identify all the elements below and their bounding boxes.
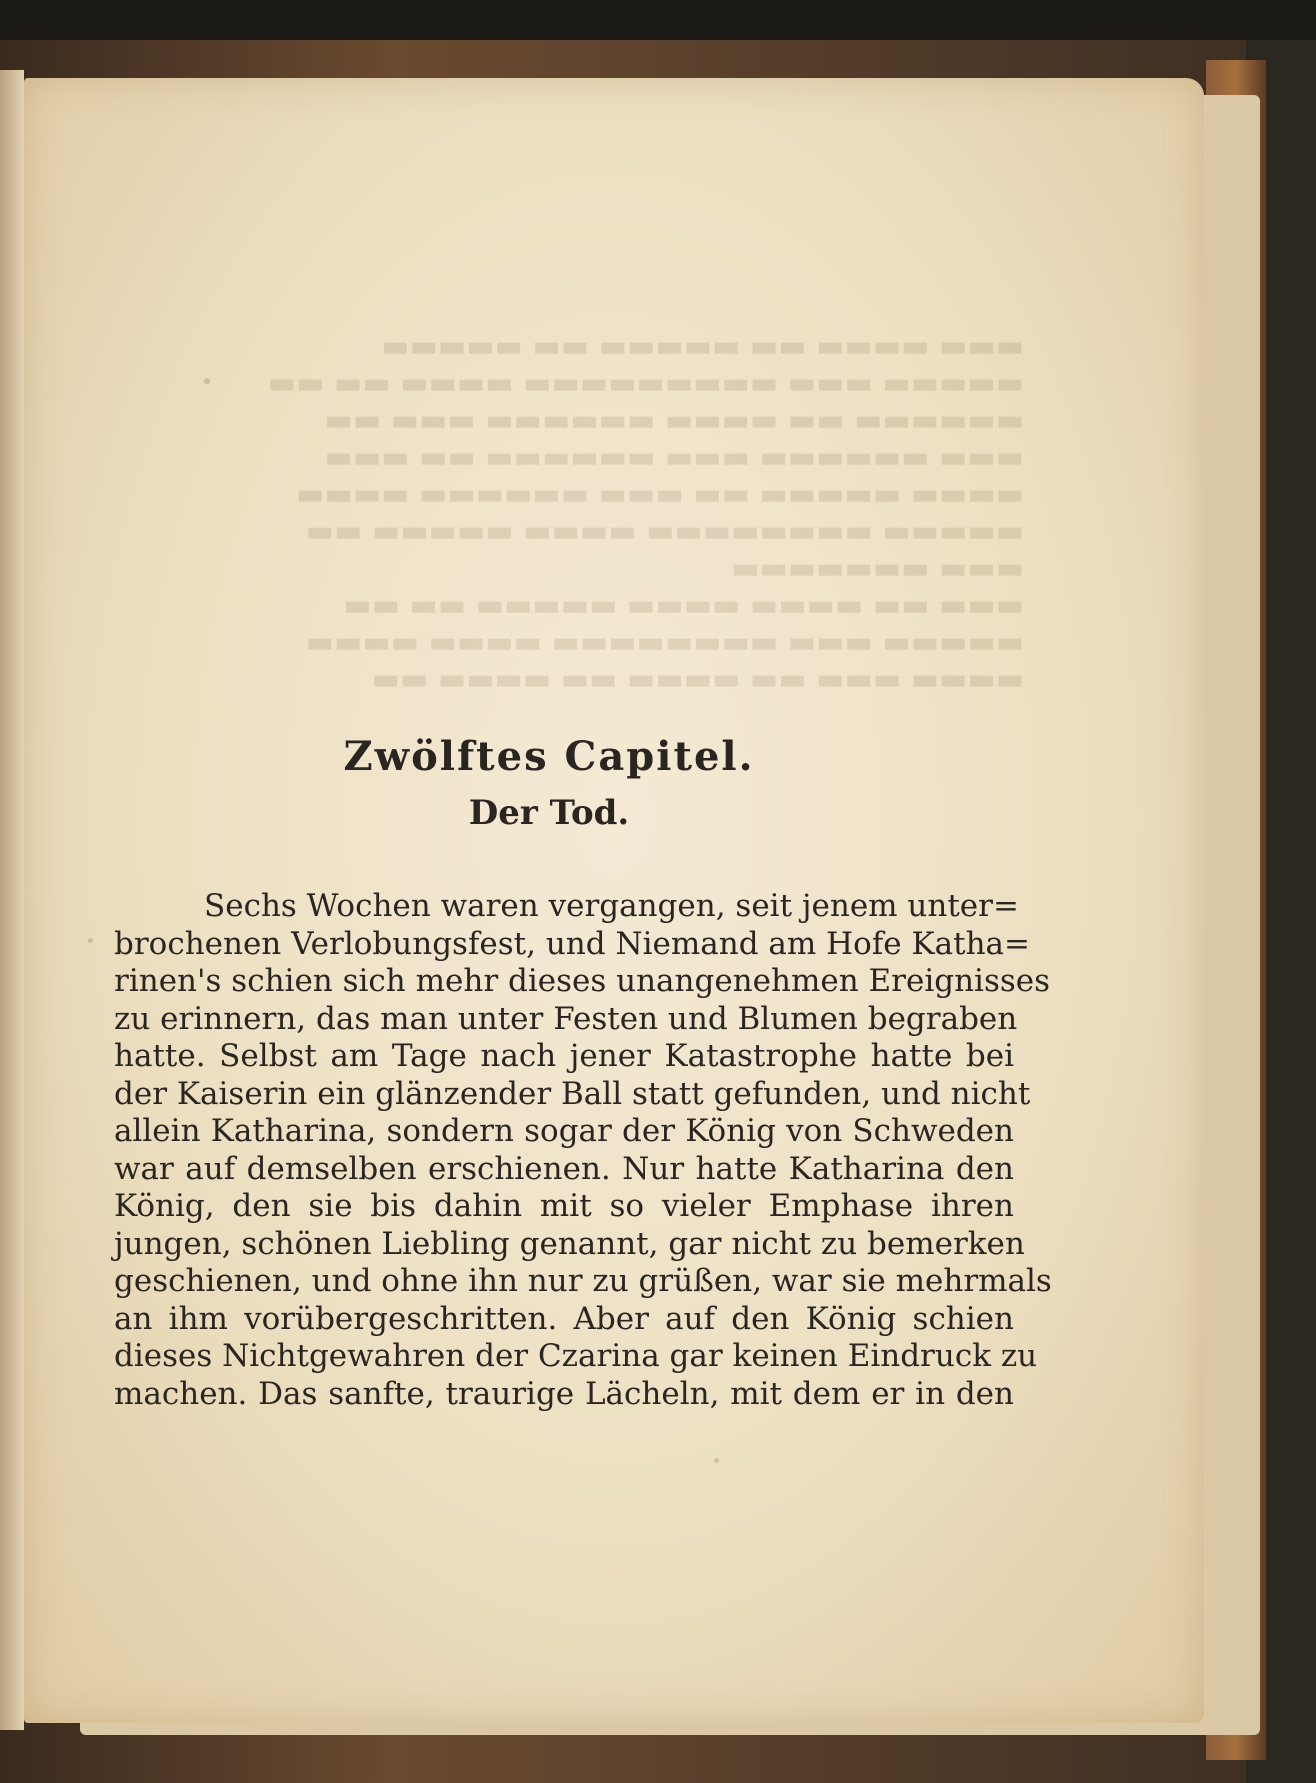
- text-line: war auf demselben erschienen. Nur hatte Katharina den: [114, 1150, 1014, 1187]
- text-line: brochenen Verlobungsfest, und Niemand am Hofe Katha=: [114, 925, 1031, 962]
- text-line: zu erinnern, das man unter Festen und Blumen begraben: [114, 1000, 1018, 1037]
- chapter-title: Zwölftes Capitel.: [343, 733, 755, 780]
- book-page: [24, 78, 1204, 1723]
- text-line: Sechs Wochen waren vergangen, seit jenem unter=: [204, 888, 1019, 924]
- gutter-edge: [0, 70, 24, 1730]
- paper-speck: [714, 1458, 719, 1463]
- text-block: [84, 638, 1052, 1538]
- text-line: jungen, schönen Liebling genannt, gar nicht zu bemerken: [114, 1225, 1025, 1262]
- text-line: allein Katharina, sondern sogar der König von Schweden: [114, 1113, 1014, 1149]
- text-line: machen. Das sanfte, traurige Lächeln, mit dem er in den: [114, 1375, 1014, 1412]
- text-line: der Kaiserin ein glänzender Ball statt gefunden, und nicht: [114, 1075, 1031, 1112]
- paper-speck: [144, 1198, 148, 1202]
- bleed-through-texture: ▬▬▬ ▬▬▬▬ ▬▬ ▬▬▬▬▬ ▬▬ ▬▬▬▬▬ ▬▬▬▬▬ ▬▬▬ ▬▬▬▬▬▬▬▬▬ ▬▬▬▬ ▬▬ ▬▬ ▬▬▬▬▬▬ ▬▬ ▬▬▬▬ ▬▬▬▬▬▬ ▬▬▬ ▬▬ ▬▬▬ ▬▬▬▬▬▬ ▬▬▬ ▬▬▬▬▬▬ ▬▬ ▬▬▬ ▬▬▬▬ ▬▬▬▬▬ ▬▬ ▬▬▬ ▬▬▬▬▬▬ ▬▬▬▬ ▬▬▬▬▬ ▬▬▬▬▬▬▬▬ ▬▬▬▬ ▬▬▬▬▬ ▬▬ ▬▬▬ ▬▬▬▬▬▬▬ ▬▬▬ ▬▬ ▬▬▬▬ ▬▬▬▬ ▬▬▬▬▬ ▬▬ ▬▬ ▬▬▬▬▬ ▬▬▬ ▬▬▬▬▬▬▬▬ ▬▬▬▬ ▬▬▬▬ ▬▬▬▬ ▬▬▬ ▬▬ ▬▬▬▬ ▬▬ ▬▬▬▬ ▬▬: [267, 329, 1024, 697]
- body-paragraph: [114, 888, 1052, 1413]
- paper-speck: [204, 378, 210, 384]
- text-line: an ihm vorübergeschritten. Aber auf den König schien: [114, 1300, 1014, 1337]
- text-line: König, den sie bis dahin mit so vieler Emphase ihren: [114, 1188, 1014, 1224]
- text-line: hatte. Selbst am Tage nach jener Katastrophe hatte bei: [114, 1038, 1014, 1074]
- section-title: Der Tod.: [468, 793, 630, 833]
- text-line: geschienen, und ohne ihn nur zu grüßen, war sie mehrmals: [114, 1263, 1052, 1299]
- text-line: dieses Nichtgewahren der Czarina gar keinen Eindruck zu: [114, 1338, 1038, 1374]
- text-line: rinen's schien sich mehr dieses unangenehmen Ereignisses: [114, 963, 1051, 999]
- paper-speck: [88, 938, 93, 943]
